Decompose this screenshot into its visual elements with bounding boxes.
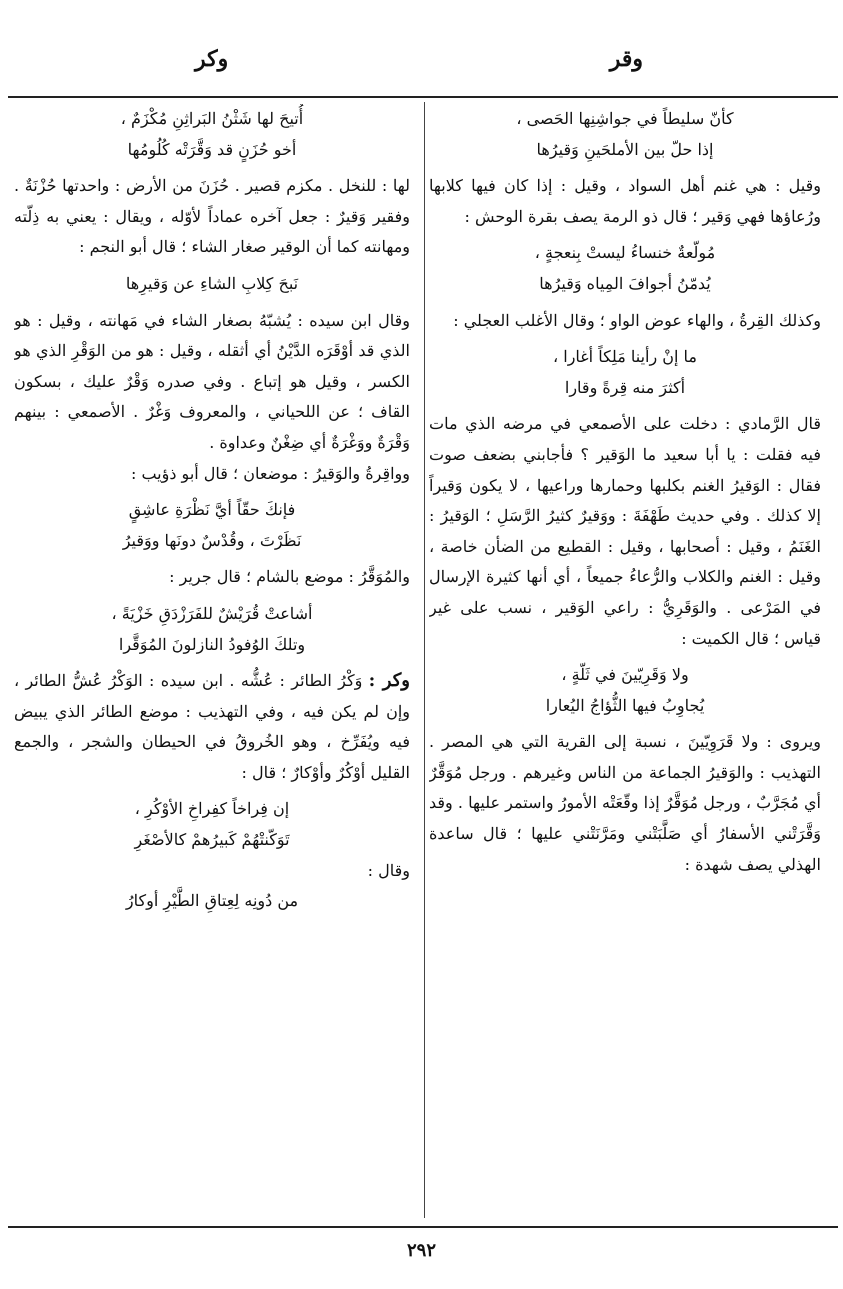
verse-line: أشاعتْ قُرَيْشٌ للفَرَزْدَقِ خَزْيَةً ،	[111, 603, 313, 623]
verse	[429, 104, 821, 165]
running-header-right: وقر	[609, 46, 643, 72]
page-number: ٢٩٢	[406, 1240, 436, 1261]
verse-line: نَبحَ كِلابِ الشاءِ عن وَقيرِها	[125, 273, 299, 293]
verse-line: كأنّ سليطاً في جواشِنِها الحَصى ،	[516, 109, 734, 128]
verse	[14, 794, 410, 855]
verse	[14, 495, 410, 556]
paragraph: وواقِرةُ والوَقيرُ : موضعان ؛ قال أبو ذؤيب :	[130, 463, 410, 483]
verse-line: تَوَكّنتْهُمْ كَبيرُهمْ كالأصْغَرِ	[134, 830, 290, 850]
entry-text: وَكْرُ الطائر : عُشُّه . ابن سيده : الوَكْرُ عُشُّ الطائر ، وإن لم يكن فيه ، وفي التهذيب : موضع الطائر الذي يبيض فيه ويُفَرِّخ ، وهو الخُروقُ في الحيطان والشجر ، والجمع القليل أوْكُرٌ وأوْكارٌ ؛ قال :	[14, 671, 410, 782]
verse-line: يُجاوِبُ فيها الثُّؤاجُ اليُعارا	[545, 695, 705, 715]
verse-line: إن فِراخاً كفِراخِ الأوْكُرِ ،	[134, 799, 290, 819]
verse-line: أكثرَ منه قِرةً وقارا	[564, 377, 686, 397]
verse-line: يُدمّنُ أجوافَ المِياه وَقيرُها	[539, 273, 711, 293]
verse-line: ولا وَقَرِيّينَ في ثَلّةٍ ،	[561, 665, 689, 685]
header-rule	[8, 96, 838, 98]
paragraph: قال الرَّمادي : دخلت على الأصمعي في مرضه الذي مات فيه فقلت : يا أبا سعيد ما الوَقير ؟ فأجابني بضعف صوت فقال : الوَقيرُ الغنم بكلبها وحمارها وراعيها ، لا يكون وَقيراً إلا كذلك . وفي حديث طَهْفَةَ : ووَقيرٌ كثيرُ الرَّسَلِ ؛ الوَقيرُ : الغَنَمُ ، وقيل : أصحابها ، وقيل : القطيع من الضأن خاصة ، وقيل : الغنم والكلاب والرُّعاءُ جميعاً ، أي أنها كثيرة الإرسال في المَرْعى . والوَقَرِيُّ : راعي الوَقير ، نسب على غير قياس ؛ قال الكميت :	[429, 414, 821, 648]
verse-line: من دُونِه لِعِتاقِ الطَّيْرِ أوكارُ	[125, 891, 299, 911]
footer-rule	[8, 1226, 838, 1228]
column-divider	[424, 102, 425, 1218]
verse	[14, 269, 410, 300]
paragraph: وكذلك القِرةُ ، والهاء عوض الواو ؛ وقال الأغلب العجلي :	[453, 310, 821, 330]
verse	[14, 104, 410, 165]
entry-paragraph	[14, 666, 410, 788]
verse-line: فإنكَ حقّاً أيَّ نَظْرَةِ عاشِقٍ	[128, 500, 296, 520]
entry-headword: وكر :	[368, 670, 410, 692]
verse-line: ما إنْ رأينا مَلِكاً أغارا ،	[553, 347, 697, 367]
verse	[429, 660, 821, 721]
verse	[429, 342, 821, 403]
paragraph: والمُوَقَّرُ : موضع بالشام ؛ قال جرير :	[169, 567, 410, 587]
verse-line: أخو حُزَنٍ قد وَقَّرَتْه كُلُومُها	[127, 139, 297, 159]
verse-line: إذا حلّ بين الأملحَينِ وَقيرُها	[536, 139, 714, 159]
paragraph: وقيل : هي غنم أهل السواد ، وقيل : إذا كان فيها كلابها ورُعاؤها فهي وَقير ؛ قال ذو الرمة يصف بقرة الوحش :	[429, 176, 821, 226]
verse-line: أُتيحَ لها شَثْنُ البَراثِنِ مُكْزَمٌ ،	[120, 109, 304, 128]
verse	[429, 238, 821, 299]
paragraph: ويروى : ولا قَرَوِيّينَ ، نسبة إلى القرية التي هي المصر . التهذيب : والوَقيرُ الجماعة من الناس وغيرهم . ورجل مُوَقَّرٌ أي مُجَرَّبٌ ، ورجل مُوَقَّرٌ إذا وقّعَتْه الأمورُ واستمر عليها . وقد وَقَّرَتْني الأسفارُ أي صَلَّبَتْني ومَرَّنَتْني عليها ؛ قال ساعدة الهذلي يصف شهدة :	[429, 732, 821, 874]
paragraph: وقال ابن سيده : يُشبّهُ بصغار الشاء في مَهانته ، وقيل : هو الذي قد أوْقَرَه الدَّيْنُ أي أثقله ، وقيل : هو من الوَقْرِ الذي هو الكسر ، وقيل هو إتباع . وفي صدره وَقْرٌ عليك ، بسكون القاف ؛ عن اللحياني ، والمعروف وَغْرٌ . الأصمعي : بينهم وَقْرَةٌ ووَغْرَةٌ أي ضِغْنٌ وعداوة .	[14, 310, 410, 452]
verse-line: مُولّعةٌ خنساءُ ليستْ بِنعجةٍ ،	[534, 243, 716, 263]
right-column	[429, 104, 821, 1220]
verse-line: نَظَرْتَ ، وقُدْسٌ دونَها ووَقيرُ	[122, 530, 302, 550]
verse-line: وتلكَ الوُفودُ النازلونَ المُوَقَّرا	[118, 634, 306, 654]
paragraph: لها : للنخل . مكزم قصير . حُزَنَ من الأرض : واحدتها حُزْنَةٌ . وفقير وَقيرٌ : جعل آخره عماداً لأوّله ، ويقال : يعني به ذِلّته ومهانته كما أن الوقير صغار الشاء ؛ قال أبو النجم :	[14, 176, 410, 257]
left-column	[14, 104, 410, 1220]
running-header-left: وكر	[195, 46, 229, 72]
verse	[14, 886, 410, 917]
paragraph: وقال :	[367, 860, 410, 880]
verse	[14, 599, 410, 660]
